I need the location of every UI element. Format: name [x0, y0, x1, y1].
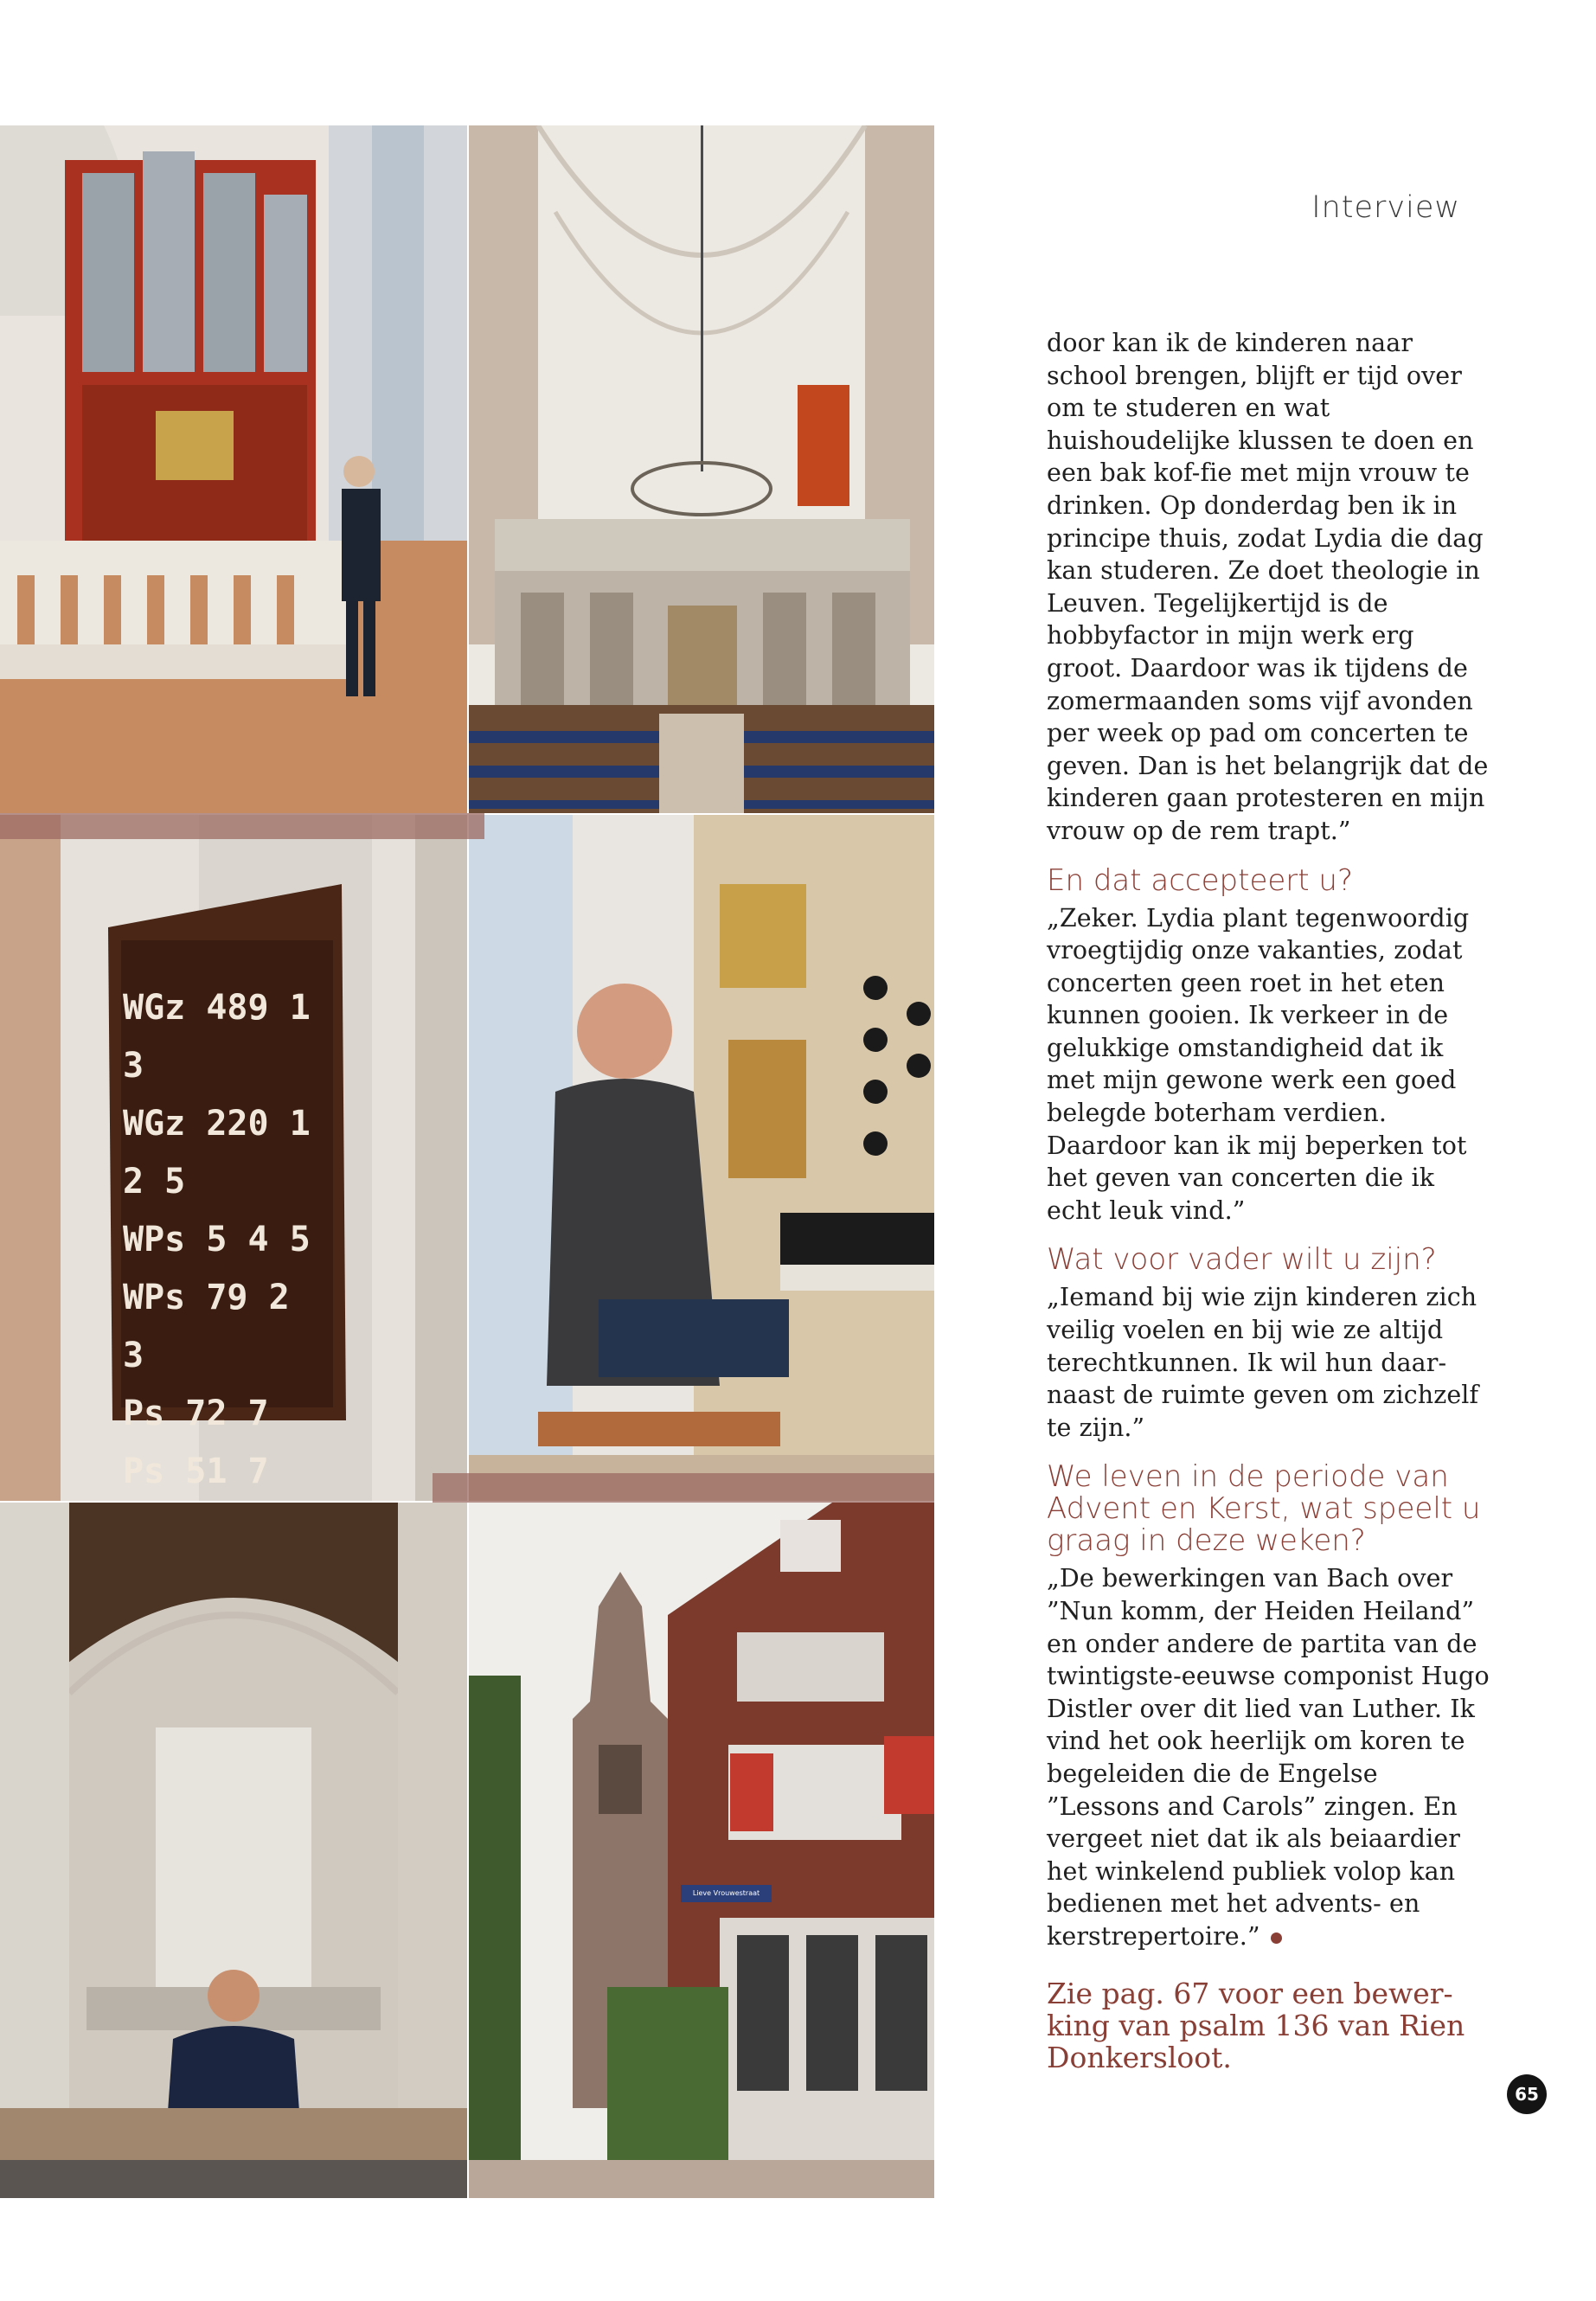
answer-paragraph — [1047, 1562, 1497, 1952]
question-heading: We leven in de periode van Advent en Kerst, wat speelt u graag in deze weken? — [1047, 1459, 1481, 1559]
closing-note: Zie pag. 67 voor een bewer-king van psalm 136 van Rien Donkersloot. — [1047, 1976, 1465, 2074]
answer-text: „De bewerkingen van Bach over ”Nun komm, der Heiden Heiland” en onder andere de partita van de twintigste-eeuwse componist Hugo Distler over dit lied van Luther. Ik vind het ook heerlijk om koren te begeleiden die de Engelse ”Lessons and Carols” zingen. En vergeet niet dat ik als beiaardier het winkelend publiek volop kan bedienen met het advents- en kerstrepertoire.” — [1047, 1564, 1490, 1951]
accent-band-lower — [433, 1473, 934, 1503]
photo-grid — [0, 125, 939, 2198]
photo-organ-balcony — [0, 125, 467, 813]
hymn-board-row: WPs 5 4 5 — [123, 1220, 311, 1259]
photo-church-nave — [469, 125, 934, 813]
answer-paragraph: „Zeker. Lydia plant tegenwoordig vroegtijdig onze vakanties, zodat concerten geen roet in het eten kunnen gooien. Ik verkeer in de gelukkige omstandigheid dat ik met mijn gewone werk een goed belegde boterham verdien. Daardoor kan ik mij beperken tot het geven van concerten die ik echt leuk vind.” — [1047, 903, 1470, 1225]
hymn-board-row: Ps 51 7 — [123, 1452, 269, 1491]
answer-paragraph: „Iemand bij wie zijn kinderen zich veilig voelen en bij wie ze altijd terechtkunnen. Ik wil hun daar-naast de ruimte geven om zichzelf te zijn.” — [1047, 1283, 1479, 1442]
end-mark-icon — [1271, 1932, 1282, 1944]
section-label: Interview — [1311, 190, 1460, 225]
question-heading: En dat accepteert u? — [1047, 862, 1353, 898]
question-heading: Wat voor vader wilt u zijn? — [1047, 1242, 1437, 1278]
article-text-column — [1047, 327, 1497, 2073]
intro-paragraph: door kan ik de kinderen naar school brengen, blijft er tijd over om te studeren en wat huishoudelijke klussen te doen en een bak kof-fie met mijn vrouw te drinken. Op donderdag ben ik in principe thuis, zodat Lydia die dag kan studeren. Ze doet theologie in Leuven. Tegelijkertijd is de hobbyfactor in mijn werk erg groot. Daardoor was ik tijdens de zomermaanden soms vijf avonden per week op pad om concerten te geven. Dan is het belangrijk dat de kinderen gaan protesteren en mijn vrouw op de rem trapt.” — [1047, 329, 1489, 845]
photo-tower-street — [469, 1503, 934, 2198]
hymn-board-row: Ps 72 7 — [123, 1394, 269, 1433]
hymn-board — [123, 979, 330, 1501]
street-sign: Lieve Vrouwestraat — [692, 1889, 760, 1897]
accent-band-middle — [0, 813, 484, 839]
photo-cloister-seated — [0, 1503, 467, 2198]
hymn-board-row: WGz 489 1 3 — [123, 988, 311, 1086]
photo-hymn-board — [0, 815, 467, 1501]
page-number: 65 — [1507, 2074, 1547, 2114]
hymn-board-row: WPs 79 2 3 — [123, 1278, 290, 1375]
photo-organist-console — [469, 815, 934, 1501]
hymn-board-row: WGz 220 1 2 5 — [123, 1104, 311, 1202]
